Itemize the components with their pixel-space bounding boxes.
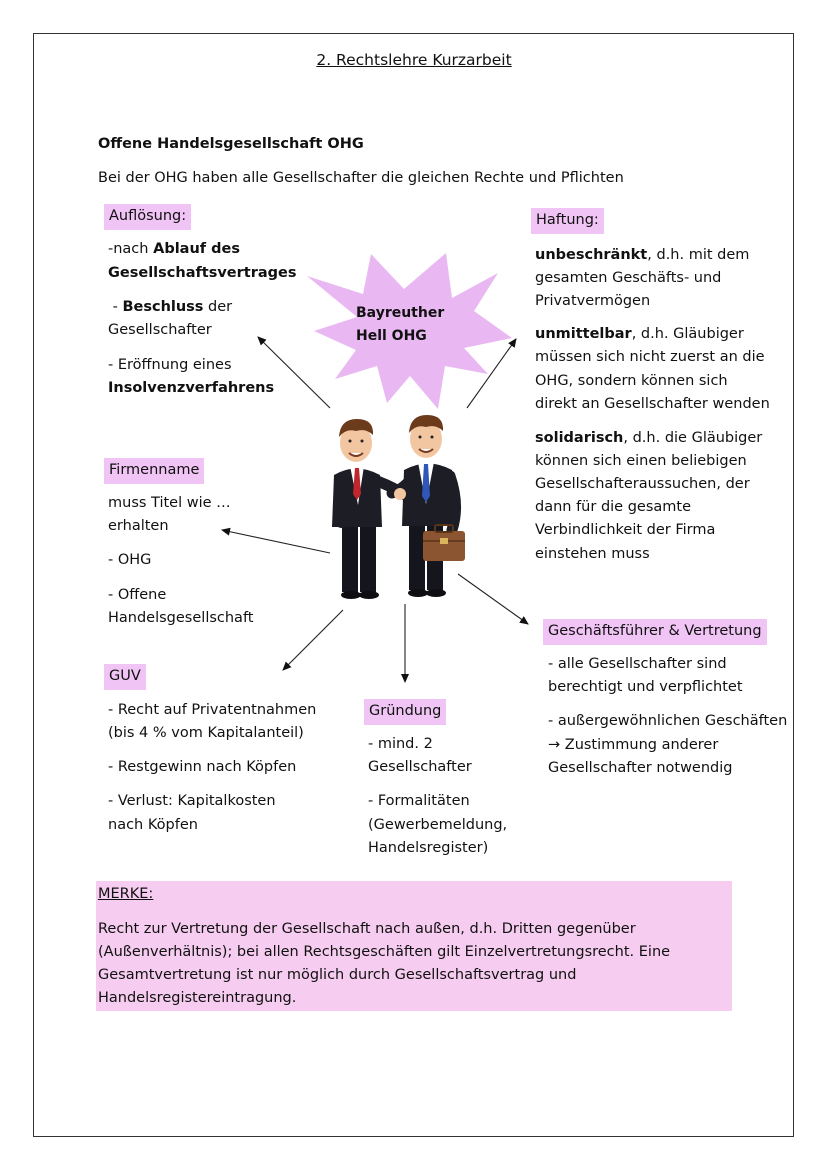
page-title: 2. Rechtslehre Kurzarbeit — [316, 51, 512, 69]
section-heading: Offene Handelsgesellschaft OHG — [98, 136, 364, 152]
center-label-line2: Hell OHG — [356, 328, 427, 344]
haftung-p3-line2: können sich einen beliebigen — [535, 453, 747, 469]
firmenname-line4: - Offene — [108, 587, 167, 603]
haftung-p2-line2: müssen sich nicht zuerst an die — [535, 349, 765, 365]
businessmen-handshake-illustration — [332, 415, 465, 599]
haftung-p3-line6: einstehen muss — [535, 546, 650, 562]
gruendung-line2: Gesellschafter — [368, 759, 472, 775]
aufloesung-item-2-cont: Gesellschafter — [108, 322, 212, 338]
gruendung-line5: Handelsregister) — [368, 840, 489, 856]
merke-line3: Gesamtvertretung ist nur möglich durch Gesellschaftsvertrag und — [98, 967, 577, 983]
center-label-line1: Bayreuther — [356, 305, 445, 321]
gf-label: Geschäftsführer & Vertretung — [543, 619, 767, 645]
guv-line4: - Verlust: Kapitalkosten — [108, 793, 276, 809]
arrow-haftung — [467, 339, 516, 408]
gruendung-line3: - Formalitäten — [368, 793, 470, 809]
firmenname-label: Firmenname — [104, 458, 204, 484]
guv-line2: (bis 4 % vom Kapitalanteil) — [108, 725, 304, 741]
aufloesung-item-2: - Beschluss der — [108, 299, 233, 315]
guv-line3: - Restgewinn nach Köpfen — [108, 759, 297, 775]
haftung-p3-line4: dann für die gesamte — [535, 499, 692, 515]
merke-label: MERKE: — [98, 886, 154, 902]
haftung-p2-line1: unmittelbar, d.h. Gläubiger — [535, 326, 744, 342]
merke-line1: Recht zur Vertretung der Gesellschaft nach außen, d.h. Dritten gegenüber — [98, 921, 636, 937]
haftung-label: Haftung: — [531, 208, 604, 234]
guv-line1: - Recht auf Privatentnahmen — [108, 702, 317, 718]
gf-line3: - außergewöhnlichen Geschäften — [548, 713, 788, 729]
aufloesung-item-1: -nach Ablauf des — [108, 241, 240, 257]
gf-line4: → Zustimmung anderer — [548, 737, 719, 753]
haftung-p3-line1: solidarisch, d.h. die Gläubiger — [535, 430, 763, 446]
haftung-p2-line3: OHG, sondern können sich — [535, 373, 728, 389]
guv-line5: nach Köpfen — [108, 817, 198, 833]
gf-line1: - alle Gesellschafter sind — [548, 656, 727, 672]
haftung-p1-line1: unbeschränkt, d.h. mit dem — [535, 247, 750, 263]
arrow-geschaeftsfuehrer — [458, 574, 528, 624]
haftung-p1-line2: gesamten Geschäfts- und — [535, 270, 722, 286]
merke-line4: Handelsregistereintragung. — [98, 990, 297, 1006]
gruendung-line1: - mind. 2 — [368, 736, 433, 752]
intro-text: Bei der OHG haben alle Gesellschafter die gleichen Rechte und Pflichten — [98, 170, 624, 186]
gf-line2: berechtigt und verpflichtet — [548, 679, 743, 695]
arrow-firmenname — [222, 530, 330, 553]
haftung-p2-line4: direkt an Gesellschafter wenden — [535, 396, 770, 412]
aufloesung-label: Auflösung: — [104, 204, 191, 230]
arrow-guv — [283, 610, 343, 670]
firmenname-line3: - OHG — [108, 552, 152, 568]
haftung-p1-line3: Privatvermögen — [535, 293, 651, 309]
firmenname-line5: Handelsgesellschaft — [108, 610, 254, 626]
aufloesung-item-1-cont: Gesellschaftsvertrages — [108, 265, 297, 281]
merke-line2: (Außenverhältnis); bei allen Rechtsgeschäften gilt Einzelvertretungsrecht. Eine — [98, 944, 671, 960]
gruendung-line4: (Gewerbemeldung, — [368, 817, 508, 833]
haftung-p3-line3: Gesellschafteraussuchen, der — [535, 476, 750, 492]
guv-label: GUV — [104, 664, 146, 690]
gf-line5: Gesellschafter notwendig — [548, 760, 733, 776]
aufloesung-item-3-cont: Insolvenzverfahrens — [108, 380, 275, 396]
firmenname-line2: erhalten — [108, 518, 169, 534]
firmenname-line1: muss Titel wie … — [108, 495, 231, 511]
haftung-p3-line5: Verbindlichkeit der Firma — [535, 522, 716, 538]
aufloesung-item-3: - Eröffnung eines — [108, 357, 232, 373]
gruendung-label: Gründung — [364, 699, 446, 725]
